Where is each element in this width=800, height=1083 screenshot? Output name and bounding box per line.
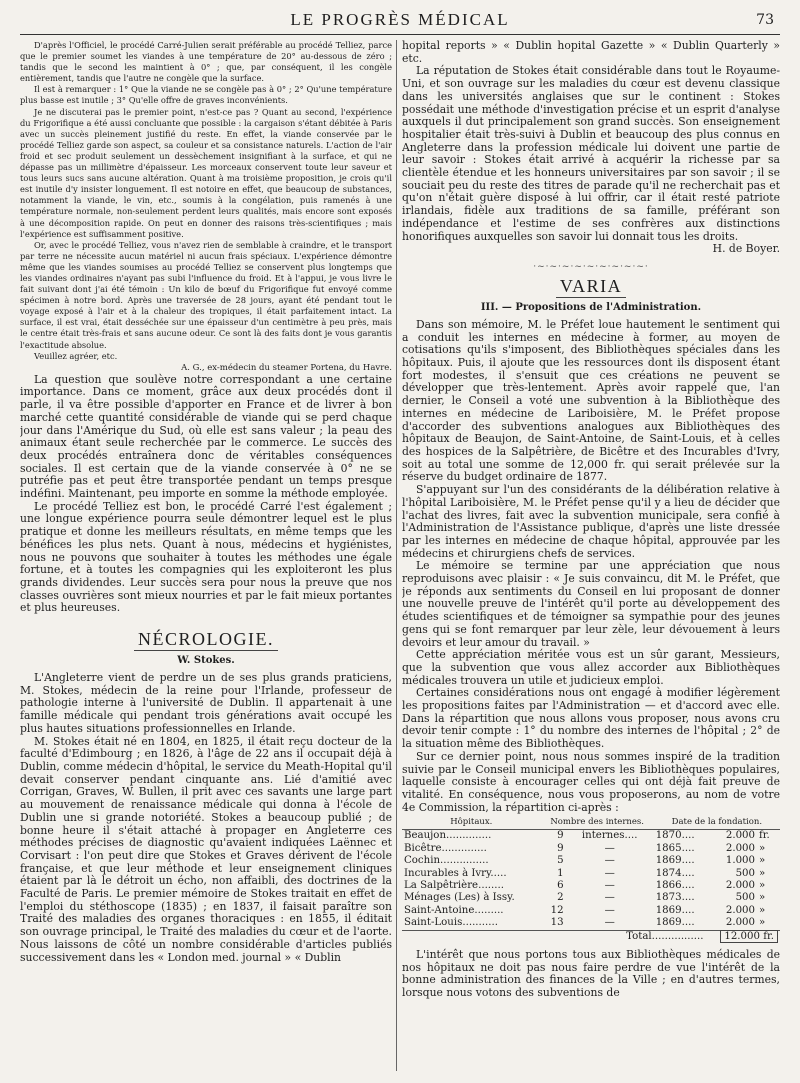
necrology-end-paragraph: La réputation de Stokes était considérable dans tout le Royaume-Uni, et son ouvrage sur les maladies du cœur est devenu classique dans les universités anglaises que sur le continent : Stokes possédait une méthode d'investigation précise et un esprit d'analyse auxquels il dut principalement son grand succès. Son enseignement hospitalier était très-suivi à Dublin et beaucoup des plus connus en Angleterre dans la profession médicale lui doivent une partie de leur savoir : Stokes était arrivé à acquérir la richesse par sa clientèle étendue et les honneurs universitaires par son savoir ; il se souciait peu du reste des titres de parade qu'il ne recherchait pas et qu'on n'était guère disposé à lui offrir, car il était resté patriote irlandais, fidèle aux traditions de sa famille, préférant son indépendance et l'estime de ses confrères aux distinctions honorifiques auxquelles son savoir lui donnait tous les droits.	[402, 64, 780, 243]
interns-count-cell: 12	[550, 904, 564, 916]
table-total-row	[402, 930, 780, 943]
interns-count-cell: 9	[557, 830, 564, 842]
varia-title: VARIA	[556, 276, 626, 298]
table-body	[402, 830, 780, 930]
amount-cell: 2.000	[725, 842, 756, 854]
interns-note-cell: —	[604, 842, 615, 854]
letter-paragraph: D'après l'Officiel, le procédé Carré-Julien serait préférable au procédé Telliez, parce que le premier soumet les viandes à une température de 20° au-dessous de zéro ; tandis que le second les maintient à 0° ; que, par conséquent, il les congèle entièrement, tandis que l'autre ne congèle que la surface.	[20, 40, 392, 84]
column-divider	[396, 40, 397, 1071]
unit-cell: »	[759, 842, 766, 854]
unit-cell: »	[759, 855, 766, 867]
letter-paragraph: Or, avec le procédé Telliez, vous n'avez rien de semblable à craindre, et le transport par terre ne nécessite aucun matériel ni aucun frais spéciaux. L'expérience démontre même que les viandes soumises au procédé Telliez se conservent plus longtemps que les viandes ordinaires n'ayant pas subi l'influence du froid. Et à l'appui, je vous livre le fait suivant dont j'ai été témoin : Un kilo de bœuf du Frigorifique fut envoyé comme spécimen à notre bord. Après une traversée de 28 jours, ayant été pendant tout le voyage exposé à l'air et à la chaleur des tropiques, il était parfaitement intact. La surface, il est vrai, était desséchée sur une épaisseur d'un centimètre à peu près, mais le centre était très-frais et sans aucune odeur. Ce sont là des faits dont je vous garantis l'exactitude absolue.	[20, 239, 392, 350]
interns-count-cell: 5	[557, 855, 564, 867]
varia-paragraph: Certaines considérations nous ont engagé à modifier légèrement les propositions faites par l'Administration — et d'accord avec elle. Dans la répartition que nous allons vous proposer, nous avons cru devoir tenir compte : 1° du nombre des internes de l'hôpital ; 2° de la situation même des Bibliothèques.	[402, 686, 780, 751]
hospital-name-cell: Cochin...............	[404, 855, 489, 867]
table-row	[402, 905, 780, 917]
founding-date-cell: 1866....	[655, 880, 695, 891]
unit-cell: »	[759, 892, 766, 904]
letter-signature: A. G., ex-médecin du steamer Portena, du Havre.	[181, 362, 392, 373]
varia-subtitle: III. — Propositions de l'Administration.	[480, 301, 702, 313]
interns-count-cell: 1	[557, 867, 564, 879]
unit-cell: »	[759, 904, 766, 916]
total-value-cell	[706, 930, 781, 943]
interns-note-cell: —	[604, 855, 615, 867]
necrology-paragraph: M. Stokes était né en 1804, en 1825, il était reçu docteur de la faculté d'Edimbourg ; en 1826, à l'âge de 22 ans il occupait déjà à Dublin, comme médecin d'hôpital, le service du Meath-Hopital qu'il devait conserver pendant cinquante ans. Lié d'amitié avec Corrigan, Graves, W. Bullen, il prit avec ces savants une large part au mouvement de renaissance médicale qui donna à l'école de Dublin une si grande notoriété. Stokes a beaucoup publié ; de bonne heure il s'était attaché à propager en Angleterre ces méthodes précises de diagnostic qu'avaient indiquées Laënnec et Corvisart : l'on peut dire que Stokes et Graves dérivent de l'école française, et que leur méthode et leur enseignement cliniques étaient par là le détroit un écho, non affaibli, des doctrines de la Faculté de Paris. Le premier mémoire de Stokes traitait en effet de l'emploi du stéthoscope (1835) ; en 1837, il faisait paraître son Traité des maladies des organes thoraciques : en 1855, il éditait son ouvrage principal, le Traité des maladies du cœur et de l'aorte. Nous laissons de côté un nombre considérable d'articles publiés successivement dans les « London med. journal » « Dublin	[20, 734, 392, 964]
varia-paragraph: Sur ce dernier point, nous nous sommes inspiré de la tradition suivie par le Conseil municipal envers les Bibliothèques populaires, laquelle consiste à encourager celles qui ont déjà fait preuve de vitalité. En conséquence, nous vous proposerons, au nom de votre 4e Commission, la répartition ci-après :	[402, 749, 780, 814]
table-row	[402, 830, 780, 843]
interns-note-cell: —	[604, 904, 615, 916]
unit-cell: »	[759, 917, 766, 929]
hospital-name-cell: La Salpêtrière........	[404, 880, 504, 891]
amount-cell: 500	[735, 892, 756, 904]
unit-cell: »	[759, 880, 766, 891]
necrology-block	[20, 672, 392, 964]
necrology-signature: H. de Boyer.	[712, 242, 780, 256]
letter-paragraph: Veuillez agréer, etc.	[34, 350, 118, 361]
hospital-name-cell: Beaujon..............	[404, 830, 492, 842]
interns-note-cell: —	[604, 917, 615, 929]
amount-cell: 2.000	[725, 917, 756, 929]
total-value: 12.000 fr.	[720, 930, 778, 943]
table-row	[402, 843, 780, 855]
letter-paragraph: Il est à remarquer : 1° Que la viande ne se congèle pas à 0° ; 2° Qu'une température plus basse est inutile ; 3° Qu'elle offre de graves inconvénients.	[20, 84, 392, 106]
varia-block	[402, 319, 780, 814]
page-header	[20, 6, 780, 35]
commentary-paragraph: La question que soulève notre correspondant a une certaine importance. Dans ce moment, grâce aux deux procédés dont il parle, il va être possible d'apporter en France et de livrer à bon marché cette quantité considérable de viande qui se perd chaque jour dans l'Amérique du Sud, où elle est sans valeur ; la peau des animaux étant seule recherchée par le commerce. Le succès des deux procédés entraînera donc de véritables conséquences sociales. Il est certain que de la viande conservée à 0° ne se putréfie pas et peut être transportée pendant un temps presque indéfini. Maintenant, peu importe en somme la méthode employée.	[20, 372, 392, 501]
interns-count-cell: 9	[557, 842, 564, 854]
founding-date-cell: 1865....	[655, 842, 695, 854]
right-column	[402, 40, 780, 1075]
unit-cell: fr.	[759, 830, 770, 842]
amount-cell: 2.000	[725, 904, 756, 916]
founding-date-cell: 1873....	[655, 892, 695, 904]
table-row	[402, 917, 780, 930]
founding-date-cell: 1869....	[655, 917, 695, 929]
interns-note-cell: —	[604, 892, 615, 904]
varia-heading-wrap	[402, 276, 780, 300]
amount-cell: 500	[735, 867, 756, 879]
allocation-table	[402, 816, 780, 943]
closing-paragraph: L'intérêt que nous portons tous aux Bibliothèques médicales de nos hôpitaux ne doit pas nous faire perdre de vue l'intérêt de la bonne administration des finances de la Ville ; en d'autres termes, lorsque nous votons des subventions de	[402, 948, 780, 1000]
left-column	[20, 40, 392, 1075]
amount-cell: 2.000	[725, 880, 756, 891]
section-ornament: ·~·~·~·~·~·~·~·~·~·	[533, 261, 649, 272]
interns-count-cell: 2	[557, 892, 564, 904]
necrology-continued-block	[402, 40, 780, 256]
amount-cell: 1.000	[725, 855, 756, 867]
amount-cell: 2.000	[725, 830, 756, 842]
interns-count-cell: 13	[550, 917, 564, 929]
table-row	[402, 855, 780, 867]
hospital-name-cell: Incurables à Ivry.....	[404, 867, 507, 879]
founding-date-cell: 1870....	[655, 830, 695, 842]
total-label: Total................	[402, 930, 706, 943]
necrology-subtitle: W. Stokes.	[177, 655, 235, 667]
table-row	[402, 880, 780, 892]
closing-block	[402, 949, 780, 1000]
table-row	[402, 892, 780, 904]
interns-note-cell: —	[604, 867, 615, 879]
necrology-paragraph: L'Angleterre vient de perdre un de ses plus grands praticiens, M. Stokes, médecin de la reine pour l'Irlande, professeur de pathologie interne à l'université de Dublin. Il appartenait à une famille médicale qui pendant trois générations avait occupé les plus hautes situations professionnelles en Irlande.	[20, 671, 392, 735]
letter-block	[20, 40, 392, 374]
necrology-heading-wrap	[20, 619, 392, 653]
table-header-founded: Date de la fondation.	[654, 816, 780, 830]
journal-title: LE PROGRÈS MÉDICAL	[290, 10, 510, 29]
varia-paragraph: Cette appréciation méritée vous est un sûr garant, Messieurs, que la subvention que vous allez accorder aux Bibliothèques médicales trouvera un utile et judicieux emploi.	[402, 648, 780, 687]
commentary-paragraph: Le procédé Telliez est bon, le procédé Carré l'est également ; une longue expérience pourra seule démontrer lequel est le plus pratique et donne les meilleurs résultats, en même temps que les bénéfices les plus nets. Quant à nous, médecins et hygiénistes, nous ne pouvons que souhaiter à toutes les méthodes une égale fortune, et à toutes les compagnies qui les exploiteront les plus grands dividendes. Leur succès sera pour nous la preuve que nos classes ouvrières sont mieux nourries et par le fait mieux portantes et plus heureuses.	[20, 499, 392, 615]
interns-count-cell: 6	[557, 880, 564, 891]
hospital-name-cell: Saint-Louis...........	[404, 917, 498, 929]
necrology-title: NÉCROLOGIE.	[134, 629, 278, 651]
table-row	[402, 868, 780, 880]
page-number: 73	[756, 12, 774, 28]
varia-paragraph: Dans son mémoire, M. le Préfet loue hautement le sentiment qui a conduit les internes en médecine à former, au moyen de cotisations qu'ils s'imposent, des Bibliothèques spéciales dans les hôpitaux. Puis, il ajoute que les ressources dont ils disposent étant fort modestes, il s'ensuit que ces créations ne peuvent se développer que très-lentement. Après avoir rappelé que, l'an dernier, le Conseil a voté une subvention à la Bibliothèque des internes en médecine de Lariboisière, M. le Préfet propose d'accorder des subventions analogues aux Bibliothèques des hôpitaux de Beaujon, de Saint-Antoine, de Saint-Louis, et à celles des hospices de la Salpêtrière, de Bicêtre et des Incurables d'Ivry, soit au total une somme de 12,000 fr. qui serait prélevée sur la réserve du budget ordinaire de 1877.	[402, 317, 780, 484]
letter-paragraph: Je ne discuterai pas le premier point, n'est-ce pas ? Quant au second, l'expérience du Frigorifique a été aussi concluante que possible : la cargaison s'étant débitée à Paris avec un succès pleinement justifié du reste. En effet, la viande conservée par le procédé Telliez garde son aspect, sa couleur et sa consistance naturels. L'action de l'air froid et sec produit seulement un dessèchement insignifiant à la surface, et qui ne dépasse pas un millimètre d'épaisseur. Les morceaux conservent toute leur saveur et tous leurs sucs sans aucune altération. Quant à ma troisième proposition, je crois qu'il est inutile d'y insister longuement. Il est notoire en effet, que beaucoup de substances, notamment la viande, le vin, etc., soumis à la congélation, puis ramenés à une température normale, non-seulement perdent leurs qualités, mais encore sont exposés à une décomposition rapide. On peut en donner des raisons très-scientifiques ; mais l'expérience est suffisamment positive.	[20, 106, 392, 239]
interns-note-cell: —	[604, 880, 615, 891]
founding-date-cell: 1869....	[655, 904, 695, 916]
table-header-row	[402, 816, 780, 830]
interns-note-cell: internes....	[581, 830, 638, 842]
founding-date-cell: 1874....	[655, 867, 695, 879]
necrology-continued: hopital reports » « Dublin hopital Gazette » « Dublin Quarterly » etc.	[402, 40, 780, 65]
commentary-block	[20, 374, 392, 615]
founding-date-cell: 1869....	[655, 855, 695, 867]
table-header-interns: Nombre des internes.	[541, 816, 654, 830]
hospital-name-cell: Bicêtre..............	[404, 842, 487, 854]
unit-cell: »	[759, 867, 766, 879]
varia-paragraph: Le mémoire se termine par une appréciation que nous reproduisons avec plaisir : « Je suis convaincu, dit M. le Préfet, que je réponds aux sentiments du Conseil en lui proposant de donner une nouvelle preuve de l'intérêt qu'il porte au développement des études scientifiques et de témoigner sa sympathie pour des jeunes gens qui se font remarquer par leur zèle, leur dévouement à leurs devoirs et leur amour du travail. »	[402, 559, 780, 649]
varia-paragraph: S'appuyant sur l'un des considérants de la délibération relative à l'hôpital Lariboisière, M. le Préfet pense qu'il y a lieu de décider que l'achat des livres, fait avec la subvention municipale, sera confié à l'Administration de l'Assistance publique, d'après une liste dressée par les internes en médecine de chaque hôpital, approuvée par les médecins et chirurgiens chefs de services.	[402, 483, 780, 560]
hospital-name-cell: Saint-Antoine.........	[404, 904, 504, 916]
hospital-name-cell: Ménages (Les) à Issy.	[404, 892, 515, 904]
table-header-hospitals: Hôpitaux.	[402, 816, 541, 830]
